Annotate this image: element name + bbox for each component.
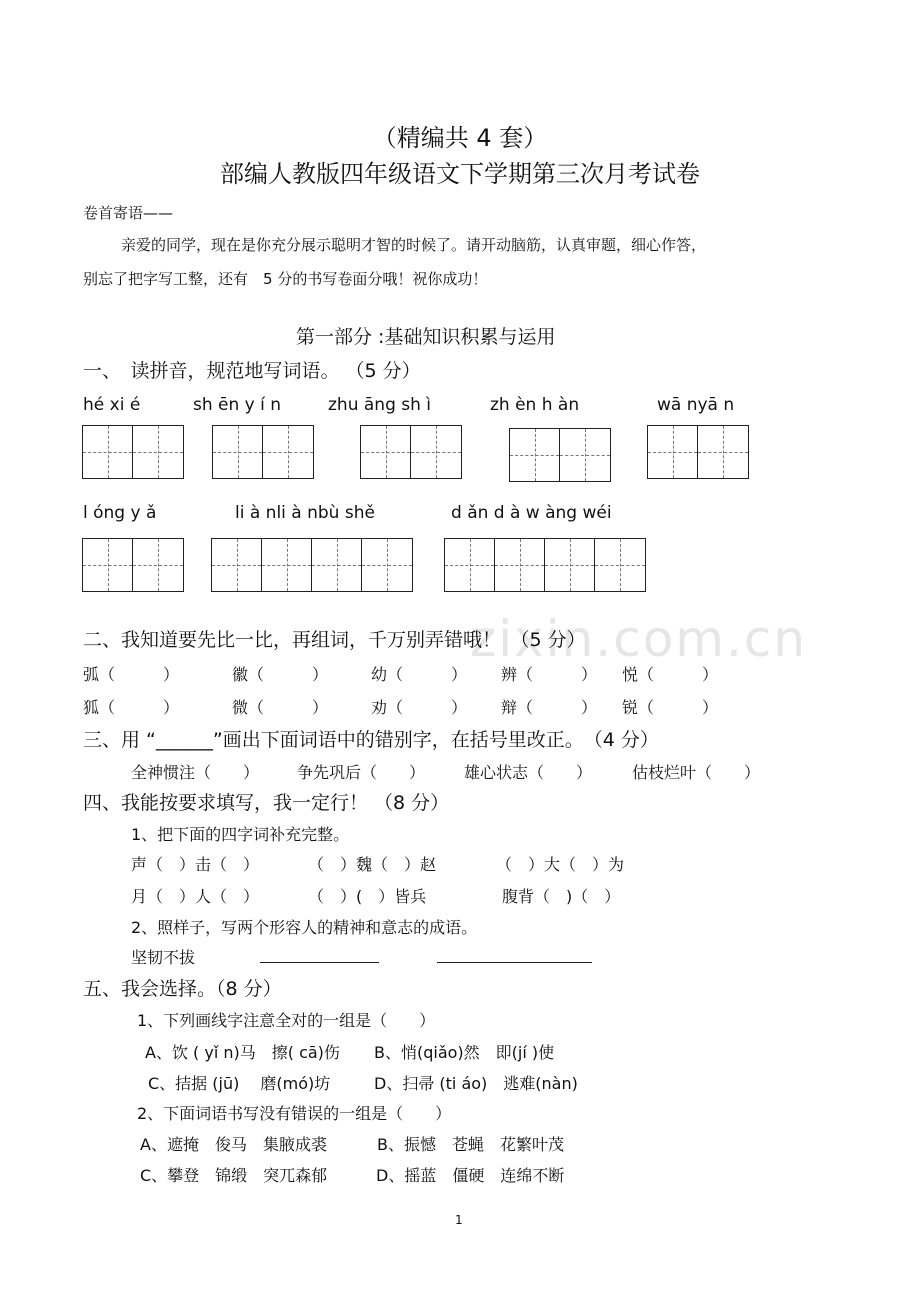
q5-option: B、悄(qiǎo)然 即(jí )使 xyxy=(374,1043,555,1062)
q4-item: 腹背（ )（ ） xyxy=(502,887,621,906)
q4-sub2: 2、照样子，写两个形容人的精神和意志的成语。 xyxy=(131,918,478,937)
answer-line[interactable] xyxy=(260,962,379,963)
writing-grid[interactable] xyxy=(444,538,646,592)
q5-option: A、遮掩 俊马 集腋成裘 xyxy=(140,1135,327,1154)
q2-item: 弧（ ） xyxy=(83,665,180,684)
writing-grid[interactable] xyxy=(211,538,413,592)
pinyin-6: l óng y ǎ xyxy=(83,503,157,523)
q5-title: 五、我会选择。（8 分） xyxy=(83,978,282,1000)
intro-heading: 卷首寄语—— xyxy=(83,204,174,222)
q2-title: 二、我知道要先比一比，再组词，千万别弄错哦！ （5 分） xyxy=(83,629,586,651)
q5-sub1: 1、下列画线字注意全对的一组是（ ） xyxy=(137,1011,436,1030)
q2-item: 狐（ ） xyxy=(83,698,180,717)
subtitle: （精编共 4 套） xyxy=(372,124,548,152)
part1-title: 第一部分 :基础知识积累与运用 xyxy=(296,326,556,348)
writing-grid-row2 xyxy=(0,538,920,594)
q2-item: 辩（ ） xyxy=(501,698,598,717)
q4-sub1: 1、把下面的四字词补充完整。 xyxy=(131,825,350,844)
q3-item: 雄心状志（ ） xyxy=(464,763,593,782)
q1-title: 一、 读拼音，规范地写词语。 （5 分） xyxy=(83,360,421,382)
q4-item: 声（ ）击（ ） xyxy=(131,855,260,874)
q4-item: （ ）魏（ ）赵 xyxy=(308,855,437,874)
q5-option: D、摇蓝 僵硬 连绵不断 xyxy=(376,1166,565,1185)
q2-item: 锐（ ） xyxy=(622,698,719,717)
q2-item: 微（ ） xyxy=(232,698,329,717)
writing-grid-row1 xyxy=(0,425,920,481)
q4-item: （ ）大（ ）为 xyxy=(496,855,625,874)
pinyin-2: sh ēn y í n xyxy=(193,395,282,415)
q2-item: 幼（ ） xyxy=(371,665,468,684)
writing-grid[interactable] xyxy=(647,425,749,479)
page-number: 1 xyxy=(455,1213,463,1227)
answer-line[interactable] xyxy=(437,962,592,963)
writing-grid[interactable] xyxy=(82,425,184,479)
q3-title: 三、用 “______”画出下面词语中的错别字，在括号里改正。 （4 分） xyxy=(83,729,659,751)
writing-grid[interactable] xyxy=(82,538,184,592)
pinyin-8: d ǎn d à w àng wéi xyxy=(451,503,612,523)
intro-line1: 亲爱的同学，现在是你充分展示聪明才智的时候了。请开动脑筋，认真审题，细心作答， xyxy=(121,236,707,254)
q5-option: C、攀登 锦缎 突兀森郁 xyxy=(140,1166,328,1185)
pinyin-4: zh èn h àn xyxy=(490,395,580,415)
q4-item: （ ）( ）皆兵 xyxy=(308,887,427,906)
q3-item: 全神惯注（ ） xyxy=(131,763,260,782)
writing-grid[interactable] xyxy=(212,425,314,479)
q2-item: 徽（ ） xyxy=(232,665,329,684)
page-title: 部编人教版四年级语文下学期第三次月考试卷 xyxy=(220,160,700,188)
pinyin-3: zhu āng sh ì xyxy=(328,395,432,415)
watermark: zixin.com.cn xyxy=(470,610,808,668)
q3-item: 估枝烂叶（ ） xyxy=(632,763,761,782)
q5-option: A、饮 ( yǐ n)马 擦( cā)伤 xyxy=(145,1043,340,1062)
q4-item: 月（ ）人（ ） xyxy=(131,887,260,906)
intro-line2: 别忘了把字写工整，还有 5 分的书写卷面分哦！祝你成功！ xyxy=(83,270,488,288)
writing-grid[interactable] xyxy=(509,428,611,482)
q2-item: 辨（ ） xyxy=(501,665,598,684)
pinyin-1: hé xi é xyxy=(83,395,141,415)
pinyin-7: li à nli à nbù shě xyxy=(235,503,375,523)
q4-example: 坚韧不拔 xyxy=(131,948,196,967)
q5-sub2: 2、下面词语书写没有错误的一组是（ ） xyxy=(137,1104,452,1123)
q5-option: C、拮据 (jū) 磨(mó)坊 xyxy=(148,1074,331,1093)
q2-item: 劝（ ） xyxy=(371,698,468,717)
q4-title: 四、我能按要求填写，我一定行！ （8 分） xyxy=(83,792,450,814)
q5-option: B、振憾 苍蝇 花繁叶茂 xyxy=(377,1135,564,1154)
pinyin-5: wā nyā n xyxy=(657,395,735,415)
q5-option: D、扫帚 (ti áo) 逃难(nàn) xyxy=(374,1074,578,1093)
q3-item: 争先巩后（ ） xyxy=(297,763,426,782)
q2-item: 悦（ ） xyxy=(622,665,719,684)
writing-grid[interactable] xyxy=(360,425,462,479)
